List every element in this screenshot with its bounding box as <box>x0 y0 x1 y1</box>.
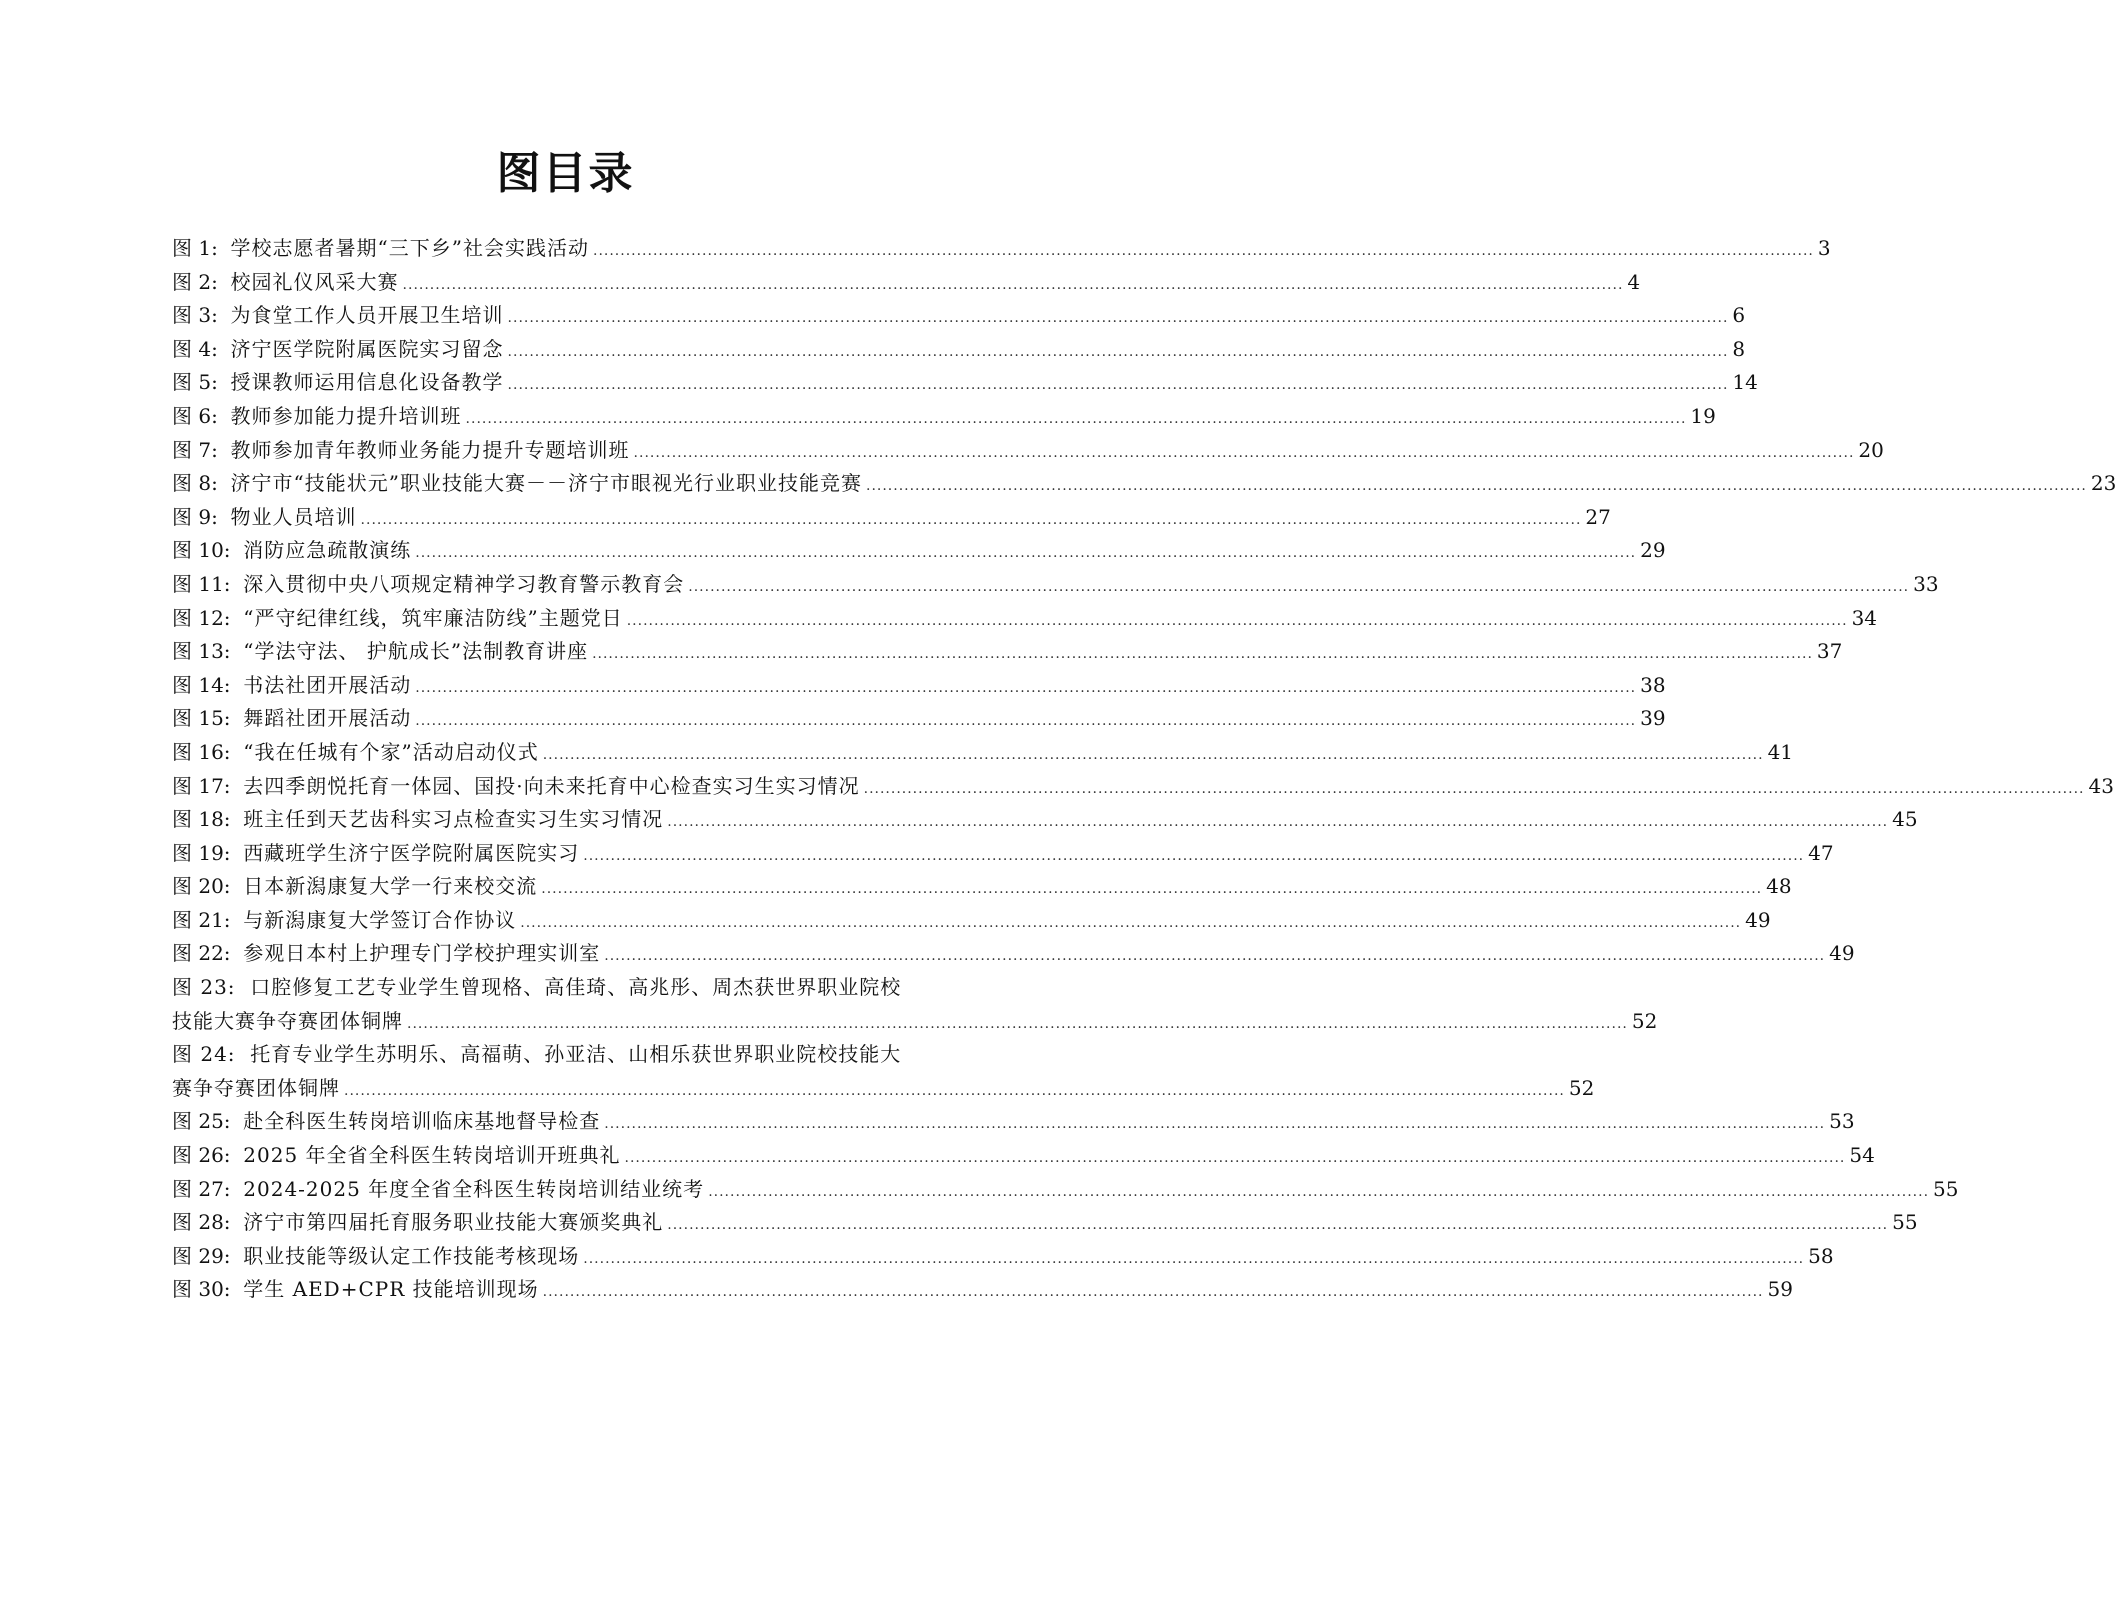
figure-label: 图 4: <box>172 336 218 361</box>
figure-label: 图 23: <box>172 975 236 1000</box>
page-number: 14 <box>1732 370 1758 395</box>
toc-entry[interactable] <box>172 1038 1595 1105</box>
figure-caption: 托育专业学生苏明乐、高福萌、孙亚洁、山相乐获世界职业院校技能大 <box>250 1042 902 1067</box>
toc-entry[interactable] <box>172 770 2114 804</box>
dot-leader <box>508 299 1729 336</box>
figure-label: 图 8: <box>172 471 218 496</box>
figure-label: 图 19: <box>172 840 231 865</box>
figure-label: 图 6: <box>172 403 218 428</box>
page-number: 8 <box>1732 336 1746 361</box>
figure-caption: 参观日本村上护理专门学校护理实训室 <box>243 941 601 966</box>
figure-caption: 为食堂工作人员开展卫生培训 <box>230 303 504 328</box>
page-number: 20 <box>1858 437 1884 462</box>
toc-entry[interactable] <box>172 736 1794 770</box>
toc-entry[interactable] <box>172 702 1666 736</box>
figure-caption: 口腔修复工艺专业学生曾现格、高佳琦、高兆彤、周杰获世界职业院校 <box>250 975 902 1000</box>
toc-entry[interactable] <box>172 333 1746 367</box>
page-number: 41 <box>1767 739 1794 764</box>
dot-leader <box>583 837 1804 874</box>
toc-entry-first-line <box>172 1038 944 1072</box>
figure-caption: 班主任到天艺齿科实习点检查实习生实习情况 <box>243 807 664 832</box>
figure-caption: 济宁医学院附属医院实习留念 <box>230 336 504 361</box>
toc-entry[interactable] <box>172 568 1939 602</box>
figure-label: 图 11: <box>172 571 231 596</box>
page-number: 29 <box>1640 538 1666 563</box>
figure-label: 图 25: <box>172 1109 231 1134</box>
page-number: 19 <box>1690 403 1716 428</box>
figure-caption: 校园礼仪风采大赛 <box>230 269 399 294</box>
toc-entry[interactable] <box>172 1105 1855 1139</box>
figure-caption: “我在任城有个家”活动启动仪式 <box>243 739 539 764</box>
figure-caption: 教师参加能力提升培训班 <box>230 403 462 428</box>
toc-entry[interactable] <box>172 635 1843 669</box>
dot-leader <box>508 366 1729 403</box>
dot-leader <box>688 568 1909 605</box>
figure-caption: 2025 年全省全科医生转岗培训开班典礼 <box>243 1143 621 1168</box>
page-number: 6 <box>1732 303 1746 328</box>
dot-leader <box>543 736 1764 773</box>
page-number: 49 <box>1745 907 1771 932</box>
figure-label: 图 17: <box>172 773 231 798</box>
figure-caption-continuation: 技能大赛争夺赛团体铜牌 <box>172 1008 403 1033</box>
page-number: 27 <box>1585 504 1611 529</box>
toc-entry[interactable] <box>172 971 1658 1038</box>
toc-entry[interactable] <box>172 434 1884 468</box>
dot-leader <box>520 904 1741 941</box>
figure-caption: 深入贯彻中央八项规定精神学习教育警示教育会 <box>243 571 685 596</box>
dot-leader <box>866 467 2087 504</box>
page-number: 39 <box>1640 706 1666 731</box>
toc-entry[interactable] <box>172 602 1878 636</box>
page-number: 55 <box>1892 1210 1918 1235</box>
toc-entry[interactable] <box>172 266 1641 300</box>
page-number: 53 <box>1829 1109 1855 1134</box>
dot-leader <box>604 1105 1825 1142</box>
figure-label: 图 7: <box>172 437 218 462</box>
dot-leader <box>864 770 2085 807</box>
figure-caption: 授课教师运用信息化设备教学 <box>230 370 504 395</box>
dot-leader <box>344 1072 1565 1109</box>
toc-entry[interactable] <box>172 904 1771 938</box>
page-title: 图目录 <box>496 148 635 199</box>
figure-label: 图 10: <box>172 538 231 563</box>
dot-leader <box>583 1240 1804 1277</box>
toc-entry[interactable] <box>172 232 1831 266</box>
figure-caption: “严守纪律红线，筑牢廉洁防线”主题党日 <box>243 605 623 630</box>
figure-label: 图 21: <box>172 907 231 932</box>
figure-caption: 日本新潟康复大学一行来校交流 <box>243 874 538 899</box>
figure-caption: 舞蹈社团开展活动 <box>243 706 412 731</box>
page-number: 45 <box>1892 807 1918 832</box>
toc-entry[interactable] <box>172 501 1611 535</box>
figure-label: 图 12: <box>172 605 231 630</box>
figure-caption: 学校志愿者暑期“三下乡”社会实践活动 <box>230 236 589 260</box>
toc-entry[interactable] <box>172 1273 1793 1307</box>
toc-entry[interactable] <box>172 1240 1834 1274</box>
figure-label: 图 3: <box>172 303 218 328</box>
figure-label: 图 27: <box>172 1176 231 1201</box>
figure-caption: 济宁市第四届托育服务职业技能大赛颁奖典礼 <box>243 1210 664 1235</box>
page-number: 49 <box>1829 941 1855 966</box>
dot-leader <box>593 232 1814 269</box>
dot-leader <box>625 1139 1846 1176</box>
dot-leader <box>592 635 1813 672</box>
page-number: 4 <box>1627 269 1641 294</box>
figure-label: 图 9: <box>172 504 218 529</box>
page-number: 47 <box>1808 840 1834 865</box>
page-number: 52 <box>1631 1008 1658 1033</box>
figure-list <box>172 232 2116 1307</box>
toc-entry[interactable] <box>172 937 1855 971</box>
dot-leader <box>361 501 1582 538</box>
page-number: 54 <box>1849 1143 1875 1168</box>
toc-entry-first-line <box>172 971 944 1005</box>
figure-label: 图 29: <box>172 1243 231 1268</box>
page-number: 48 <box>1766 874 1792 899</box>
figure-caption: 学生 AED+CPR 技能培训现场 <box>243 1277 539 1302</box>
figure-caption: 西藏班学生济宁医学院附属医院实习 <box>243 840 580 865</box>
figure-label: 图 15: <box>172 706 231 731</box>
figure-caption: 书法社团开展活动 <box>243 672 412 697</box>
figure-label: 图 26: <box>172 1143 231 1168</box>
figure-caption: 职业技能等级认定工作技能考核现场 <box>243 1243 580 1268</box>
dot-leader <box>667 803 1888 840</box>
toc-entry[interactable] <box>172 467 2116 501</box>
figure-caption-continuation: 赛争夺赛团体铜牌 <box>172 1075 340 1100</box>
dot-leader <box>543 1273 1764 1310</box>
dot-leader <box>708 1173 1929 1210</box>
page-number: 52 <box>1568 1075 1595 1100</box>
figure-caption: 消防应急疏散演练 <box>243 538 412 563</box>
dot-leader <box>415 702 1636 739</box>
dot-leader <box>627 602 1848 639</box>
toc-entry[interactable] <box>172 803 1918 837</box>
figure-caption: 与新潟康复大学签订合作协议 <box>243 907 517 932</box>
page-number: 58 <box>1808 1243 1834 1268</box>
page-number: 59 <box>1767 1277 1793 1302</box>
figure-caption: 赴全科医生转岗培训临床基地督导检查 <box>243 1109 601 1134</box>
page-number: 3 <box>1817 236 1831 260</box>
figure-label: 图 16: <box>172 739 231 764</box>
figure-label: 图 30: <box>172 1277 231 1302</box>
dot-leader <box>508 333 1729 370</box>
dot-leader <box>415 669 1636 706</box>
page-number: 23 <box>2090 471 2116 496</box>
toc-entry[interactable] <box>172 400 1716 434</box>
figure-label: 图 22: <box>172 941 231 966</box>
dot-leader <box>541 870 1762 907</box>
dot-leader <box>415 534 1636 571</box>
figure-label: 图 1: <box>172 236 218 260</box>
page-number: 55 <box>1933 1176 1959 1201</box>
toc-entry[interactable] <box>172 366 1758 400</box>
dot-leader <box>466 400 1687 437</box>
toc-entry[interactable] <box>172 1206 1918 1240</box>
figure-caption: 物业人员培训 <box>230 504 357 529</box>
page-number: 34 <box>1851 605 1878 630</box>
figure-caption: 去四季朗悦托育一体园、国投·向未来托育中心检查实习生实习情况 <box>243 773 860 798</box>
dot-leader <box>604 937 1825 974</box>
figure-caption: 济宁市“技能状元”职业技能大赛－－济宁市眼视光行业职业技能竞赛 <box>230 471 862 496</box>
toc-entry[interactable] <box>172 534 1666 568</box>
toc-entry[interactable] <box>172 1139 1875 1173</box>
figure-label: 图 14: <box>172 672 231 697</box>
dot-leader <box>403 266 1624 303</box>
toc-entry[interactable] <box>172 299 1746 333</box>
figure-caption: 教师参加青年教师业务能力提升专题培训班 <box>230 437 630 462</box>
page-number: 37 <box>1816 639 1843 664</box>
page-number: 43 <box>2088 773 2114 798</box>
page-number: 38 <box>1640 672 1666 697</box>
dot-leader <box>634 434 1855 471</box>
figure-label: 图 2: <box>172 269 218 294</box>
dot-leader <box>667 1206 1888 1243</box>
dot-leader <box>407 1005 1628 1042</box>
figure-label: 图 13: <box>172 639 231 664</box>
toc-entry[interactable] <box>172 837 1834 871</box>
toc-entry[interactable] <box>172 870 1792 904</box>
figure-label: 图 20: <box>172 874 231 899</box>
figure-label: 图 28: <box>172 1210 231 1235</box>
figure-caption: 2024-2025 年度全省全科医生转岗培训结业统考 <box>243 1176 705 1201</box>
toc-entry[interactable] <box>172 669 1666 703</box>
figure-label: 图 18: <box>172 807 231 832</box>
page-number: 33 <box>1913 571 1939 596</box>
figure-label: 图 5: <box>172 370 218 395</box>
figure-caption: “学法守法、 护航成长”法制教育讲座 <box>243 639 589 664</box>
figure-label: 图 24: <box>172 1042 236 1067</box>
toc-entry[interactable] <box>172 1173 1959 1207</box>
